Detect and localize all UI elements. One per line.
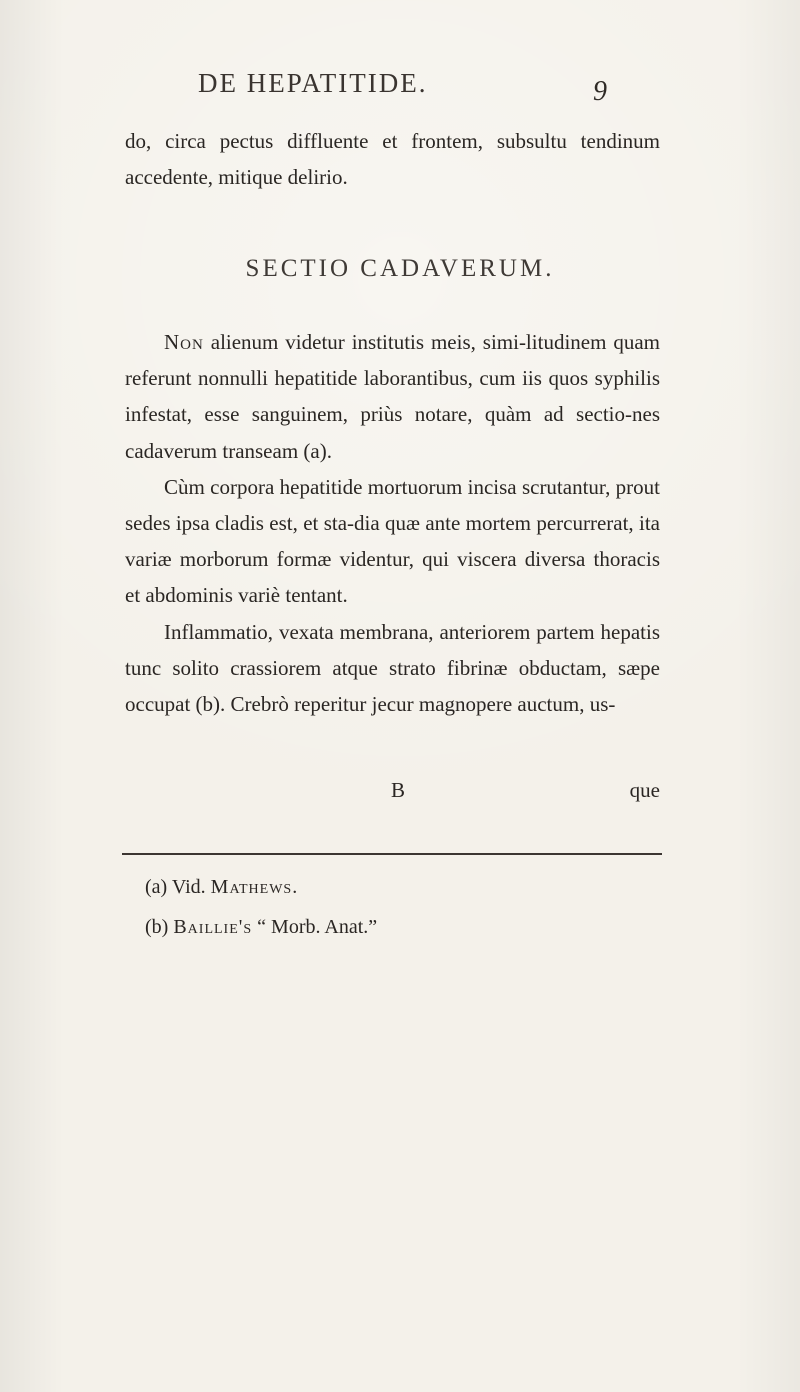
paragraph — [125, 614, 660, 723]
catchword: que — [629, 778, 660, 802]
footnote-marker: (a) — [145, 876, 168, 898]
section-heading: SECTIO CADAVERUM. — [245, 255, 555, 282]
paragraph — [125, 324, 660, 469]
running-head: DE HEPATITIDE. — [198, 68, 428, 98]
signature-mark: B — [391, 778, 406, 802]
footnote-suffix: . — [292, 876, 298, 898]
footnote — [145, 907, 660, 947]
footnote-name: Baillie's — [173, 916, 253, 938]
main-text — [125, 324, 660, 722]
paragraph-lead-word: Non — [164, 330, 204, 354]
footnote — [145, 867, 660, 907]
intro-text: do, circa pectus diffluente et frontem, subsultu tendinum accedente, mitique delirio. — [125, 129, 660, 189]
footnote-marker: (b) — [145, 916, 169, 938]
paragraph — [125, 469, 660, 614]
intro-paragraph — [125, 123, 660, 195]
footnotes — [145, 867, 660, 947]
footnote-prefix: Vid. — [171, 876, 211, 898]
paragraph-text: alienum videtur institutis meis, simi-litudinem quam referunt nonnulli hepatitide laborantibus, cum iis quos syphilis infestat, esse sanguinem, priùs notare, quàm ad sectio-nes cadaverum transeam (a). — [125, 330, 660, 463]
paragraph-text: Inflammatio, vexata membrana, anteriorem partem hepatis tunc solito crassiorem atque strato fibrinæ obductam, sæpe occupat (b). Crebrò reperitur jecur magnopere auctum, us- — [125, 619, 660, 717]
signature-line — [125, 778, 660, 814]
footnote-rule — [122, 853, 662, 855]
footnote-suffix: “ Morb. Anat.” — [252, 916, 378, 938]
footnote-name: Mathews — [210, 876, 293, 898]
page-number: 9 — [593, 76, 607, 107]
paragraph-text: Cùm corpora hepatitide mortuorum incisa scrutantur, prout sedes ipsa cladis est, et sta-dia quæ ante mortem percurrerat, ita variæ morborum formæ videntur, qui viscera diversa thoracis et abdominis variè tentant. — [125, 474, 660, 608]
